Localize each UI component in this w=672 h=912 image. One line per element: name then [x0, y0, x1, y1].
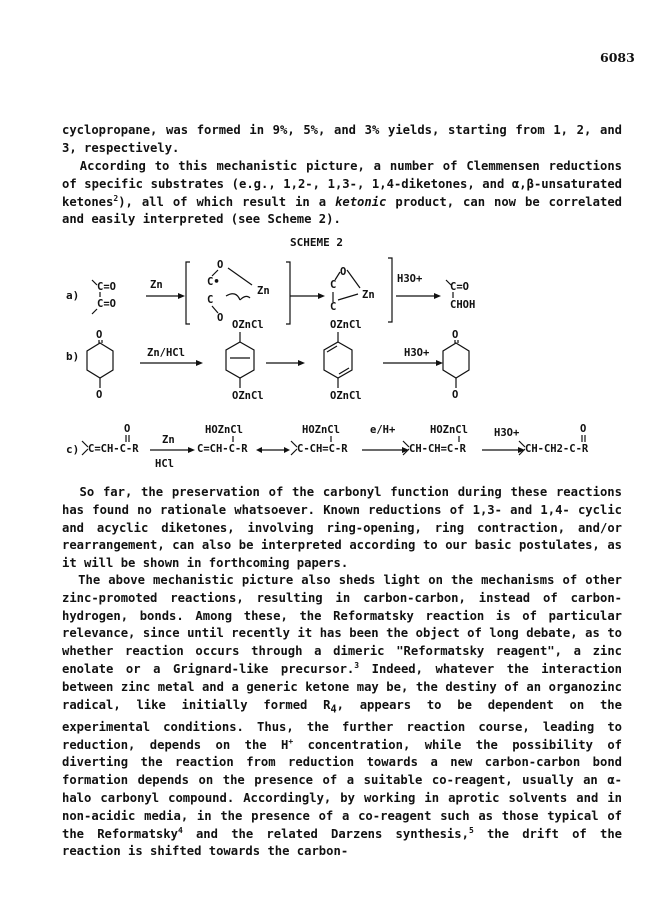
p2-text-mid: ), all of which result in a: [118, 194, 336, 209]
p4-text-e: and the related Darzens synthesis,: [182, 826, 469, 841]
p4-text-c: , appears to be dependent on the experimental conditions. Thus, the further reaction course, leading to reduction, depends on the H: [62, 697, 622, 752]
row-b-reagent-znhcl: Zn/HCl: [147, 347, 185, 359]
row-c-reagent-hcl: HCl: [155, 458, 174, 470]
row-a-int1-c1: C•: [207, 276, 220, 288]
p2-ref-2: 2: [113, 193, 119, 203]
p4-sub-4: 4: [330, 704, 337, 716]
row-b-product-o-top: O: [452, 329, 459, 341]
row-a-int2-zn: Zn: [362, 289, 375, 301]
row-a-product-top: C=O: [450, 281, 469, 293]
row-a-reactant-top: C=O: [97, 281, 116, 293]
page-number: 6083: [600, 50, 635, 65]
p4-text-b: Indeed, whatever the interaction between zinc metal and a generic ketone may be, the destiny of an organozinc radical, like initially formed R: [62, 661, 622, 712]
row-c-int2: C-CH=C-R: [297, 443, 348, 455]
row-c-int3-top: HOZnCl: [430, 424, 468, 436]
row-a-label: a): [66, 289, 80, 302]
row-b-int1-top: OZnCl: [232, 319, 264, 331]
p4-ref-3: 3: [354, 660, 360, 670]
p4-ref-4: 4: [177, 825, 183, 835]
p4-text-a: The above mechanistic picture also sheds light on the mechanisms of other zinc-promoted reactions, resulting in carbon-carbon, instead of carbon-hydrogen, bonds. Among these, the Reformatsky reaction is of particular relevance, since until recently it has been the object of long debate, as to whether reaction occurs through a dimeric "Reformatsky reagent", a zinc enolate or a Grignard-like precursor.: [62, 573, 622, 676]
row-b-int1-bottom: OZnCl: [232, 390, 264, 402]
row-c-reagent-eh: e/H+: [370, 424, 396, 436]
row-a-reagent-zn: Zn: [150, 279, 163, 291]
row-b-product-o-bottom: O: [452, 389, 459, 401]
row-c-reagent-h3o: H3O+: [494, 427, 520, 439]
row-b-int2-bottom: OZnCl: [330, 390, 362, 402]
row-c-int2-top: HOZnCl: [302, 424, 340, 436]
paragraph-4: [62, 572, 622, 861]
row-c-reactant: C=CH-C-R: [88, 443, 139, 455]
row-a-int1-zn: Zn: [257, 285, 270, 297]
row-c-int1-top: HOZnCl: [205, 424, 243, 436]
row-c-label: c): [66, 443, 80, 456]
p4-sup-plus: +: [288, 736, 294, 746]
p4-text-d: concentration, while the possibility of diverting the reaction from reduction towards a new carbon-carbon bond formation depends on the presence of a suitable co-reagent, usually an α-halo carbonyl compound. Accordingly, by working in aprotic solvents and in non-acidic media, in the presence of a co-reagent such as those typical of the Reformatsky: [62, 737, 622, 841]
paragraph-1: cyclopropane, was formed in 9%, 5%, and 3% yields, starting from 1, 2, and 3, respectively.: [62, 123, 622, 155]
row-c-int1: C=CH-C-R: [197, 443, 248, 455]
p4-text-f: the drift of the reaction is shifted towards the carbon-: [62, 826, 622, 859]
paragraph-3: [62, 484, 622, 573]
row-a-int1-c2: C: [207, 294, 214, 306]
row-a-int2-c1: C: [330, 279, 337, 291]
row-a-reagent-h3o: H3O+: [397, 273, 423, 285]
p2-text-end: product, can now be correlated and easily interpreted (see Scheme 2).: [62, 194, 622, 227]
row-c-product-o: O: [580, 423, 587, 435]
row-c-reactant-o: O: [124, 423, 131, 435]
p3-text: So far, the preservation of the carbonyl function during these reactions has found no rationale whatsoever. Known reductions of 1,3- and 1,4- cyclic and acyclic diketones, involving ring-opening, ring contraction, and/or rearrangement, can also be interpreted according to our basic postulates, as it will be shown in forthcoming papers.: [62, 485, 622, 571]
row-c-int3: CH-CH=C-R: [409, 443, 466, 455]
row-b-int2-top: OZnCl: [330, 319, 362, 331]
row-b-label: b): [66, 350, 80, 363]
row-a-product-bottom: CHOH: [450, 299, 476, 311]
p4-ref-5: 5: [468, 825, 474, 835]
row-b-reagent-h3o: H3O+: [404, 347, 430, 359]
row-a-int2-c2: C: [330, 301, 337, 313]
row-b-reactant-o-top: O: [96, 329, 103, 341]
row-c-product: CH-CH2-C-R: [525, 443, 589, 455]
row-a-reactant-bottom: C=O: [97, 298, 116, 310]
p2-text-start: According to this mechanistic picture, a number of Clemmensen reductions of specific substrates (e.g., 1,2-, 1,3-, 1,4-diketones, and α,β-unsaturated ketones: [62, 159, 622, 209]
row-a-int2-o: O: [340, 266, 347, 278]
row-a-int1-o2: O: [217, 312, 224, 324]
row-a-int1-o1: O: [217, 259, 224, 271]
row-b-reactant-o-bottom: O: [96, 389, 103, 401]
p2-ketonic: ketonic: [335, 194, 387, 209]
row-c-reagent-zn: Zn: [162, 434, 175, 446]
scheme-title: SCHEME 2: [290, 236, 343, 249]
